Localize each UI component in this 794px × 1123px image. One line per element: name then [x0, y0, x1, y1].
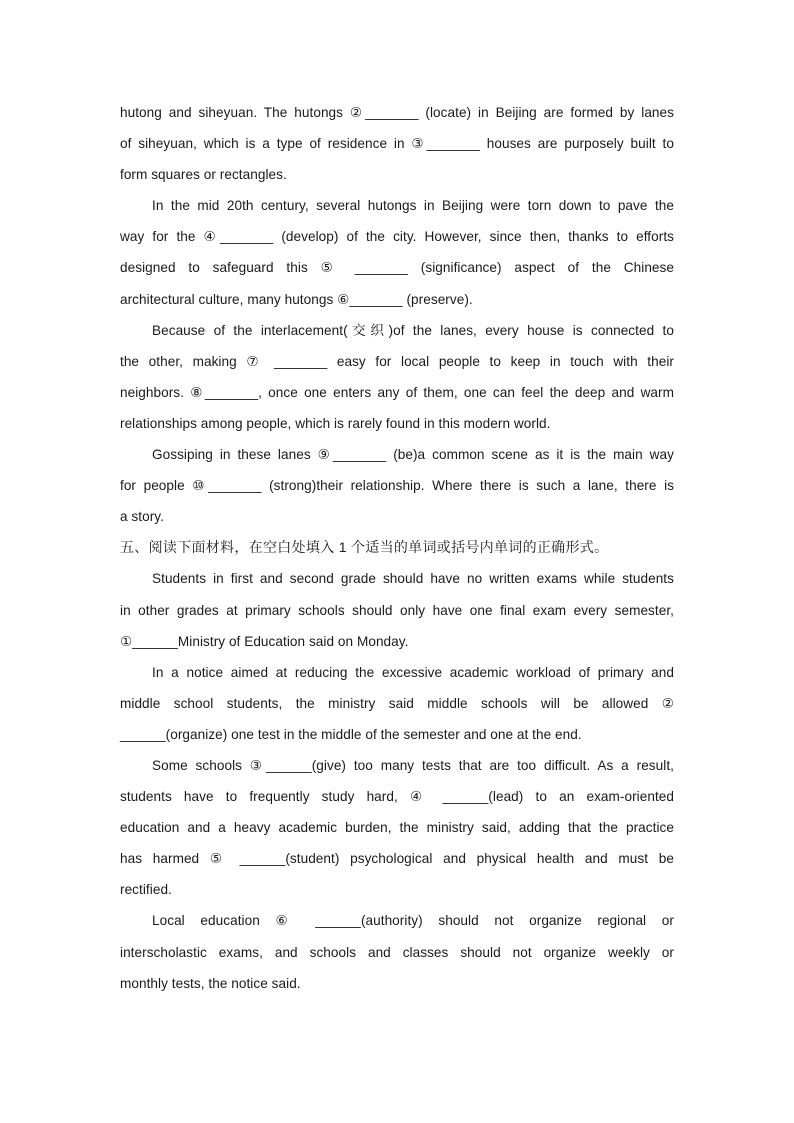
text-line: students have to frequently study hard, ④ ______(lead) to an exam-oriented	[120, 789, 674, 805]
text-line: architectural culture, many hutongs ⑥_______ (preserve).	[120, 291, 473, 307]
passage-paragraph-3	[120, 315, 674, 439]
text-line: interscholastic exams, and schools and classes should not organize weekly or	[120, 944, 674, 960]
passage-paragraph-4	[120, 439, 674, 532]
passage-paragraph-1	[120, 97, 674, 190]
text-line: the other, making ⑦ _______ easy for local people to keep in touch with their	[120, 353, 674, 369]
text-line: In the mid 20th century, several hutongs in Beijing were torn down to pave the	[152, 198, 674, 214]
text-line: of siheyuan, which is a type of residence in ③_______ houses are purposely built to	[120, 136, 674, 152]
document-page	[120, 97, 674, 999]
text-line: Local education ⑥ ______(authority) should not organize regional or	[152, 913, 674, 929]
text-line: education and a heavy academic burden, the ministry said, adding that the practice	[120, 820, 674, 836]
section-paragraph-3	[120, 750, 674, 905]
section-paragraph-2	[120, 657, 674, 750]
text-line: ______(organize) one test in the middle of the semester and one at the end.	[120, 726, 582, 742]
text-line: a story.	[120, 509, 164, 525]
text-line: relationships among people, which is rarely found in this modern world.	[120, 415, 551, 431]
text-line: Some schools ③______(give) too many tests that are too difficult. As a result,	[152, 757, 674, 773]
text-line: Gossiping in these lanes ⑨_______ (be)a common scene as it is the main way	[152, 447, 674, 463]
text-line: Because of the interlacement(交织)of the lanes, every house is connected to	[152, 322, 674, 338]
text-line: way for the ④_______ (develop) of the city. However, since then, thanks to efforts	[120, 229, 674, 245]
text-line: rectified.	[120, 882, 172, 898]
section-heading: 五、阅读下面材料，在空白处填入 1 个适当的单词或括号内单词的正确形式。	[120, 539, 609, 556]
text-line: designed to safeguard this ⑤ _______ (significance) aspect of the Chinese	[120, 260, 674, 276]
text-line: In a notice aimed at reducing the excessive academic workload of primary and	[152, 664, 674, 680]
text-line: in other grades at primary schools should only have one final exam every semester,	[120, 602, 674, 618]
text-line: ①______Ministry of Education said on Monday.	[120, 633, 409, 649]
text-line: has harmed ⑤ ______(student) psychological and physical health and must be	[120, 851, 674, 867]
section-paragraph-1	[120, 563, 674, 656]
text-line: middle school students, the ministry said middle schools will be allowed ②	[120, 695, 674, 711]
passage-paragraph-2	[120, 190, 674, 314]
text-line: hutong and siheyuan. The hutongs ②_______ (locate) in Beijing are formed by lanes	[120, 105, 674, 120]
text-line: neighbors. ⑧_______, once one enters any of them, one can feel the deep and warm	[120, 384, 674, 400]
text-line: form squares or rectangles.	[120, 167, 287, 183]
section-paragraph-4	[120, 905, 674, 998]
text-line: Students in first and second grade should have no written exams while students	[152, 571, 674, 587]
text-line: for people ⑩_______ (strong)their relationship. Where there is such a lane, there is	[120, 478, 674, 494]
text-line: monthly tests, the notice said.	[120, 975, 301, 991]
